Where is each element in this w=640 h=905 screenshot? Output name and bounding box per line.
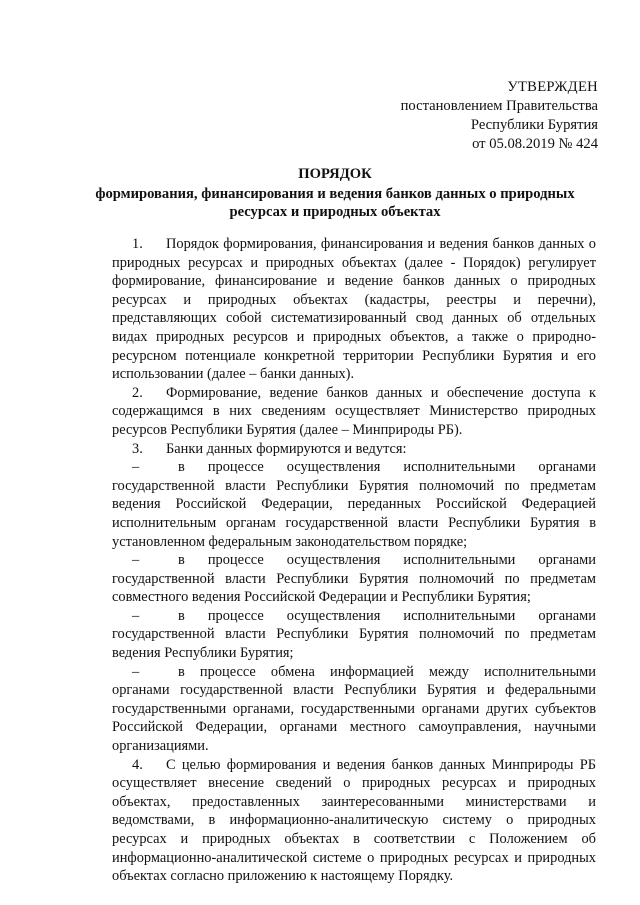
paragraph-number: 4. [132, 756, 143, 773]
list-item-text: в процессе осуществления исполнительными органами государственной власти Республики Бурятия полномочий по предметам ведения Российской Федерации, переданных Российской Федерацией исполнительным органам государственной власти Республики Бурятия в установленном федеральным законодательством порядке; [112, 459, 596, 550]
paragraph-number: 2. [132, 384, 143, 401]
title-line-1: формирования, финансирования и ведения банков данных о природных [95, 185, 575, 202]
approval-line-republic: Республики Бурятия [470, 117, 598, 133]
approval-heading: УТВЕРЖДЕН [507, 79, 598, 95]
list-item [112, 607, 596, 663]
paragraph-number: 3. [132, 440, 143, 457]
document-body [112, 235, 596, 886]
list-dash: – [132, 663, 140, 680]
list-dash: – [132, 607, 140, 624]
paragraph-2 [112, 384, 596, 440]
paragraph-text: С целью формирования и ведения банков данных Минприроды РБ осуществляет внесение сведений о природных ресурсах и природных объектах, предоставленных заинтересованными министерствами и ведомствами, в информационно-аналитическую систему о природных ресурсах и природных объектах в соответствии с Положением об информационно-аналитической системе о природных ресурсах и природных объектах согласно приложению к настоящему Порядку. [112, 756, 596, 885]
title-line-2: ресурсах и природных объектах [229, 204, 441, 220]
document-title [70, 165, 600, 222]
list-item-text: в процессе осуществления исполнительными органами государственной власти Республики Бурятия полномочий по предметам совместного ведения Российской Федерации и Республики Бурятия; [112, 552, 596, 606]
paragraph-number: 1. [132, 236, 143, 252]
paragraph-1 [112, 235, 596, 384]
list-item-text: в процессе обмена информацией между исполнительными органами государственной власти Республики Бурятия и федеральными государственными органами, государственными органами других субъектов Российской Федерации, органами местного самоуправления, научными организациями. [112, 663, 596, 755]
paragraph-text: Формирование, ведение банков данных и обеспечение доступа к содержащимся в них сведениям осуществляет Министерство природных ресурсов Республики Бурятия (далее – Минприроды РБ). [112, 384, 596, 438]
approval-line-resolution: постановлением Правительства [400, 98, 598, 114]
approval-stamp [401, 78, 598, 154]
list-dash: – [132, 459, 140, 476]
list-item [112, 551, 596, 607]
list-item [112, 458, 596, 551]
list-item-text: в процессе осуществления исполнительными органами государственной власти Республики Бурятия полномочий по предметам ведения Республики Бурятия; [112, 607, 596, 662]
list-dash: – [132, 552, 140, 569]
approval-line-date: от 05.08.2019 № 424 [472, 136, 598, 152]
title-heading: ПОРЯДОК [298, 166, 372, 182]
paragraph-text: Банки данных формируются и ведутся: [166, 440, 407, 457]
list-item [112, 663, 596, 756]
paragraph-4 [112, 756, 596, 886]
paragraph-3 [112, 440, 596, 459]
paragraph-text: Порядок формирования, финансирования и ведения банков данных о природных ресурсах и природных объектах (далее - Порядок) регулирует формирование, финансирование и ведение банков данных о природных ресурсах и природных объектах (кадастры, реестры и перечни), представляющих собой систематизированный свод данных об отдельных видах природных ресурсов и природных объектов, а также о природно-ресурсном потенциале конкретной территории Республики Бурятия и его использовании (далее – банки данных). [112, 236, 596, 383]
